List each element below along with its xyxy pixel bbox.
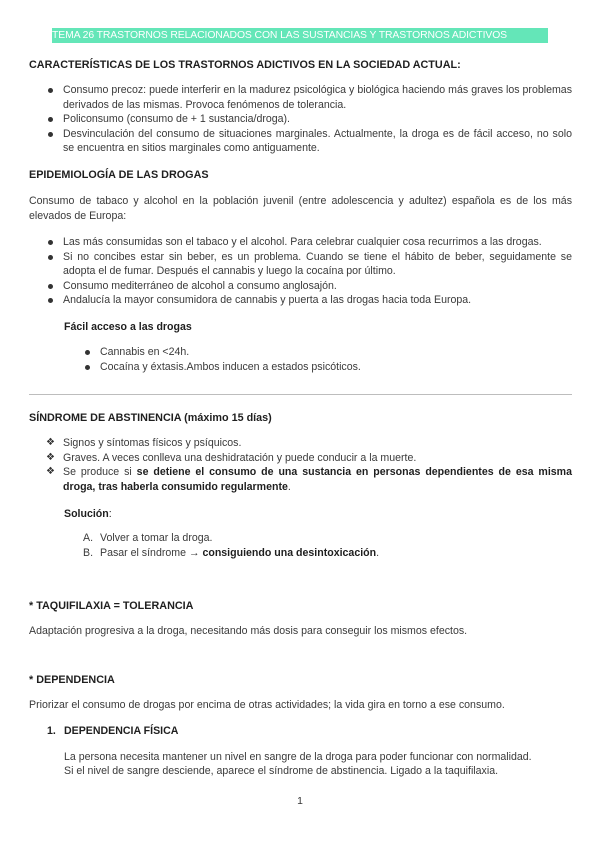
list-marker: 1. [47, 725, 56, 737]
list-item [46, 451, 572, 466]
page-number: 1 [297, 796, 303, 807]
text-taquifilaxia: Adaptación progresiva a la droga, necesitando más dosis para conseguir los mismos efectos. [29, 625, 468, 637]
list-marker: A. [83, 532, 94, 544]
subheading-solucion [64, 507, 112, 522]
list-item [46, 465, 572, 494]
list-item: Las más consumidas son el tabaco y el alcohol. Para celebrar cualquier cosa recurrimos a las drogas. [46, 235, 572, 250]
list-solucion [83, 531, 563, 560]
intro-epidemiologia: Consumo de tabaco y alcohol en la población juvenil (entre adolescencia y adultez) española es de los más elevados de Europa: [29, 195, 572, 222]
list-item-bold-text: se detiene el consumo de una sustancia en personas dependientes de esa misma droga, tras haberla consumido regularmente [63, 466, 572, 493]
list-item-bold-text: consiguiendo una desintoxicación [202, 546, 377, 559]
text-dependencia-fisica-1: La persona necesita mantener un nivel en sangre de la droga para poder funcionar con normalidad. [64, 751, 532, 763]
list-item: Desvinculación del consumo de situaciones marginales. Actualmente, la droga es de fácil acceso, no solo se encuentra en sitios marginales como antiguamente. [46, 127, 572, 156]
list-item: Andalucía la mayor consumidora de cannabis y puerta a las drogas hacia toda Europa. [46, 293, 572, 308]
list-item-text: Volver a tomar la droga. [100, 532, 213, 544]
list-item [83, 531, 563, 546]
list-item [46, 436, 572, 451]
list-marker: B. [83, 546, 94, 559]
solution-colon: : [108, 508, 112, 520]
heading-caracteristicas: CARACTERÍSTICAS DE LOS TRASTORNOS ADICTIVOS EN LA SOCIEDAD ACTUAL: [29, 59, 461, 71]
list-item: Si no concibes estar sin beber, es un problema. Cuando se tiene el hábito de beber, seguidamente se adopta el de fumar. Después el cannabis y luego la cocaína por último. [46, 250, 572, 279]
list-item: Consumo mediterráneo de alcohol a consumo anglosajón. [46, 279, 572, 294]
heading-epidemiologia: EPIDEMIOLOGÍA DE LAS DROGAS [29, 169, 209, 181]
list-item: Consumo precoz: puede interferir en la madurez psicológica y biológica haciendo más graves los problemas derivados de las mismas. Provoca fenómenos de tolerancia. [46, 83, 572, 112]
list-item-text: . [376, 546, 380, 559]
heading-taquifilaxia: * TAQUIFILAXIA = TOLERANCIA [29, 600, 194, 612]
text-dependencia-fisica-2: Si el nivel de sangre desciende, aparece el síndrome de abstinencia. Ligado a la taquifilaxia. [64, 765, 499, 777]
list-item [83, 546, 563, 561]
diamond-bullet-icon: ❖ [46, 451, 55, 463]
list-item: Cocaína y éxtasis.Ambos inducen a estados psicóticos. [83, 360, 563, 375]
list-item-text: Pasar el síndrome → [100, 546, 203, 559]
solution-label: Solución [64, 508, 109, 520]
list-item-text: Se produce si [63, 466, 137, 479]
diamond-bullet-icon: ❖ [46, 437, 55, 448]
list-item: Policonsumo (consumo de + 1 sustancia/droga). [46, 112, 572, 127]
diamond-bullet-icon: ❖ [46, 466, 55, 478]
list-item: Cannabis en <24h. [83, 345, 563, 360]
list-epidemiologia [46, 235, 572, 308]
list-item-text: . [287, 480, 291, 493]
list-item-text: Signos y síntomas físicos y psíquicos. [63, 437, 242, 449]
list-facil-acceso [83, 345, 563, 374]
list-item-text: Graves. A veces conlleva una deshidratación y puede conducir a la muerte. [63, 451, 417, 464]
section-divider [29, 394, 572, 395]
text-dependencia: Priorizar el consumo de drogas por encima de otras actividades; la vida gira en torno a ese consumo. [29, 699, 505, 711]
list-sindrome [46, 436, 572, 494]
document-title: TEMA 26 TRASTORNOS RELACIONADOS CON LAS SUSTANCIAS Y TRASTORNOS ADICTIVOS [52, 28, 548, 43]
list-caracteristicas [46, 83, 572, 156]
subheading-facil-acceso: Fácil acceso a las drogas [64, 321, 192, 333]
heading-dependencia: * DEPENDENCIA [29, 674, 115, 686]
subheading-dependencia-fisica [47, 724, 178, 739]
heading-sindrome-abstinencia: SÍNDROME DE ABSTINENCIA (máximo 15 días) [29, 412, 272, 424]
subheading-text: DEPENDENCIA FÍSICA [64, 725, 179, 737]
